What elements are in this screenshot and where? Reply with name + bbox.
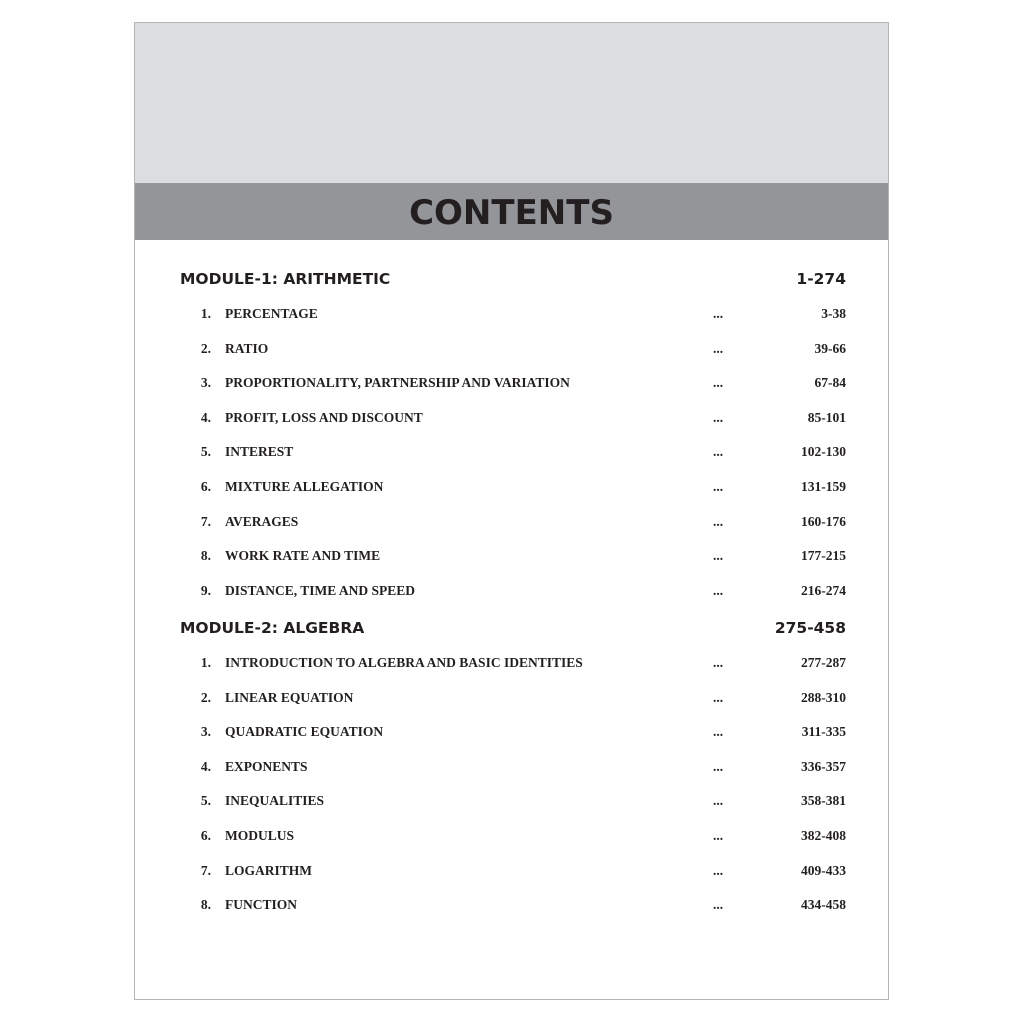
toc-entry [180,894,846,916]
chapter-number: 8. [200,548,211,564]
module-title: MODULE-1: ARITHMETIC [180,270,391,288]
toc-entry [180,545,846,567]
chapter-number: 1. [200,306,211,321]
chapter-page-range: 85-101 [807,409,846,425]
toc-entry [180,407,846,429]
toc-entry [180,790,846,812]
module-title: MODULE-2: ALGEBRA [180,619,365,637]
toc-entry [180,476,846,498]
chapter-page-range: 39-66 [814,340,846,356]
toc-entry [180,372,846,394]
leader-dots: ... [713,548,724,564]
module-page-range: 275-458 [774,619,846,637]
toc-entry [180,687,846,709]
chapter-page-range: 336-357 [801,758,846,774]
chapter-page-range: 102-130 [801,444,846,460]
chapter-title: WORK RATE AND TIME [225,548,381,564]
leader-dots: ... [713,582,724,598]
leader-dots: ... [713,793,724,809]
chapter-title: INTEREST [225,444,294,460]
chapter-title: QUADRATIC EQUATION [225,724,384,740]
leader-dots: ... [713,862,724,878]
leader-dots: ... [713,655,724,670]
chapter-page-range: 3-38 [821,306,846,321]
chapter-page-range: 311-335 [801,724,846,740]
toc-entry [180,511,846,533]
chapter-page-range: 358-381 [801,793,846,809]
leader-dots: ... [713,444,724,460]
module-page-range: 1-274 [796,270,846,288]
leader-dots: ... [713,306,724,321]
chapter-number: 7. [200,862,211,878]
chapter-number: 8. [200,897,211,913]
chapter-number: 2. [200,340,211,356]
chapter-title: RATIO [225,340,269,356]
chapter-title: MIXTURE ALLEGATION [225,479,384,494]
chapter-number: 5. [200,793,211,809]
chapter-number: 3. [200,375,211,391]
toc-entry [180,303,846,325]
module-heading [180,266,846,292]
toc-entry [180,441,846,463]
chapter-number: 1. [200,655,211,670]
chapter-number: 9. [200,582,211,598]
chapter-title: PERCENTAGE [225,306,318,321]
leader-dots: ... [713,897,724,913]
chapter-title: LOGARITHM [225,862,313,878]
header-band [135,23,888,183]
chapter-number: 5. [200,444,211,460]
chapter-number: 7. [200,513,211,529]
chapter-title: PROFIT, LOSS AND DISCOUNT [225,409,423,425]
page-title: CONTENTS [409,193,614,233]
chapter-page-range: 216-274 [801,582,846,598]
leader-dots: ... [713,340,724,356]
leader-dots: ... [713,479,724,494]
toc-entry [180,756,846,778]
toc-entry [180,652,846,674]
chapter-page-range: 131-159 [801,479,846,494]
chapter-title: INTRODUCTION TO ALGEBRA AND BASIC IDENTITIES [225,655,583,670]
toc-entry [180,580,846,602]
chapter-number: 2. [200,689,211,705]
book-page [134,22,889,1000]
chapter-number: 6. [200,479,211,494]
chapter-number: 3. [200,724,211,740]
leader-dots: ... [713,409,724,425]
chapter-page-range: 409-433 [801,862,846,878]
toc-entry [180,825,846,847]
leader-dots: ... [713,513,724,529]
module-heading [180,615,846,641]
chapter-title: MODULUS [225,828,295,843]
chapter-title: AVERAGES [225,513,299,529]
chapter-title: PROPORTIONALITY, PARTNERSHIP AND VARIATION [225,375,570,391]
chapter-title: FUNCTION [225,897,298,913]
chapter-page-range: 177-215 [801,548,846,564]
chapter-page-range: 67-84 [814,375,846,391]
chapter-page-range: 288-310 [801,689,846,705]
chapter-number: 4. [200,409,211,425]
toc-entry [180,721,846,743]
leader-dots: ... [713,375,724,391]
chapter-title: INEQUALITIES [225,793,325,809]
chapter-number: 4. [200,758,211,774]
chapter-title: DISTANCE, TIME AND SPEED [225,582,416,598]
chapter-number: 6. [200,828,211,843]
chapter-title: LINEAR EQUATION [225,689,354,705]
toc-entry [180,338,846,360]
leader-dots: ... [713,724,724,740]
chapter-page-range: 160-176 [801,513,846,529]
chapter-page-range: 382-408 [801,828,846,843]
leader-dots: ... [713,758,724,774]
toc-entry [180,860,846,882]
chapter-page-range: 277-287 [801,655,846,670]
chapter-page-range: 434-458 [801,897,846,913]
title-band [135,183,888,240]
leader-dots: ... [713,828,724,843]
chapter-title: EXPONENTS [225,758,308,774]
leader-dots: ... [713,689,724,705]
